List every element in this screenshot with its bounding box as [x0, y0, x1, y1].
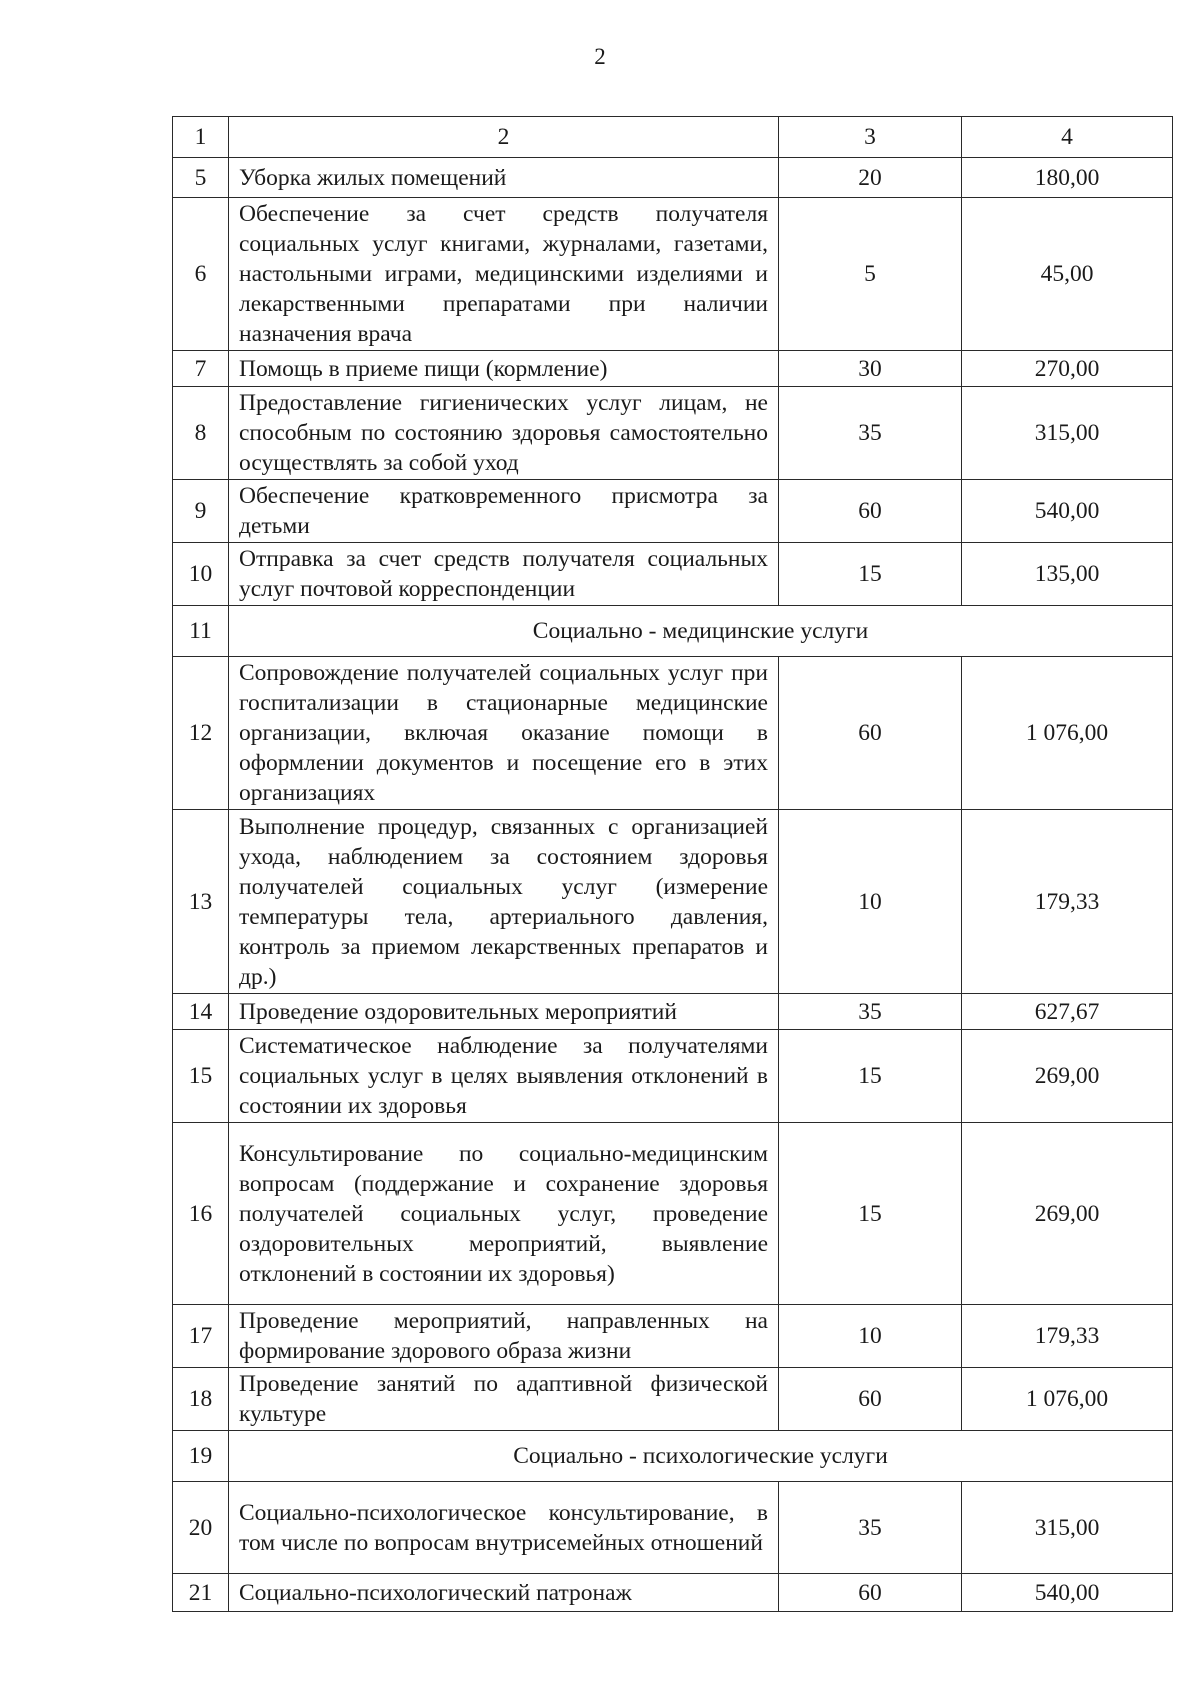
header-cell-2: 2 — [229, 117, 779, 158]
section-row — [173, 1431, 1173, 1482]
row-number: 15 — [173, 1030, 229, 1123]
service-value-3: 5 — [779, 198, 962, 351]
service-value-4: 135,00 — [962, 543, 1173, 606]
services-table — [172, 116, 1173, 1612]
table-row — [173, 387, 1173, 480]
service-value-3: 15 — [779, 543, 962, 606]
header-cell-3: 3 — [779, 117, 962, 158]
service-name: Сопровождение получателей социальных услуг при госпитализации в стационарные медицинские организации, включая оказание помощи в оформлении документов и посещение его в этих организациях — [229, 657, 779, 810]
table-row — [173, 1305, 1173, 1368]
row-number: 19 — [173, 1431, 229, 1482]
service-name: Проведение оздоровительных мероприятий — [229, 994, 779, 1030]
section-title: Социально - психологические услуги — [229, 1431, 1173, 1482]
service-value-4: 179,33 — [962, 810, 1173, 994]
service-value-3: 10 — [779, 810, 962, 994]
service-name: Социально-психологическое консультирование, в том числе по вопросам внутрисемейных отношений — [229, 1482, 779, 1574]
table-row — [173, 1574, 1173, 1612]
service-value-4: 179,33 — [962, 1305, 1173, 1368]
row-number: 18 — [173, 1368, 229, 1431]
service-value-3: 35 — [779, 994, 962, 1030]
row-number: 7 — [173, 351, 229, 387]
row-number: 6 — [173, 198, 229, 351]
row-number: 11 — [173, 606, 229, 657]
service-name: Предоставление гигиенических услуг лицам, не способным по состоянию здоровья самостоятельно осуществлять за собой уход — [229, 387, 779, 480]
service-value-4: 315,00 — [962, 387, 1173, 480]
service-value-4: 269,00 — [962, 1030, 1173, 1123]
service-name: Отправка за счет средств получателя социальных услуг почтовой корреспонденции — [229, 543, 779, 606]
service-value-3: 15 — [779, 1123, 962, 1305]
service-value-4: 540,00 — [962, 480, 1173, 543]
table-row — [173, 1030, 1173, 1123]
table-row — [173, 1482, 1173, 1574]
table-row — [173, 810, 1173, 994]
table-row — [173, 657, 1173, 810]
service-value-4: 45,00 — [962, 198, 1173, 351]
service-value-3: 60 — [779, 657, 962, 810]
service-value-4: 1 076,00 — [962, 1368, 1173, 1431]
table-row — [173, 158, 1173, 198]
section-row — [173, 606, 1173, 657]
service-value-3: 60 — [779, 1368, 962, 1431]
table-header-row — [173, 117, 1173, 158]
service-name: Проведение мероприятий, направленных на формирование здорового образа жизни — [229, 1305, 779, 1368]
row-number: 14 — [173, 994, 229, 1030]
row-number: 8 — [173, 387, 229, 480]
header-cell-1: 1 — [173, 117, 229, 158]
service-name: Обеспечение кратковременного присмотра за детьми — [229, 480, 779, 543]
service-name: Обеспечение за счет средств получателя социальных услуг книгами, журналами, газетами, настольными играми, медицинскими изделиями и лекарственными препаратами при наличии назначения врача — [229, 198, 779, 351]
table-row — [173, 994, 1173, 1030]
table-row — [173, 1123, 1173, 1305]
row-number: 13 — [173, 810, 229, 994]
service-value-4: 315,00 — [962, 1482, 1173, 1574]
service-name: Помощь в приеме пищи (кормление) — [229, 351, 779, 387]
service-name: Проведение занятий по адаптивной физической культуре — [229, 1368, 779, 1431]
table-row — [173, 480, 1173, 543]
row-number: 16 — [173, 1123, 229, 1305]
service-value-4: 540,00 — [962, 1574, 1173, 1612]
service-value-4: 180,00 — [962, 158, 1173, 198]
service-value-4: 270,00 — [962, 351, 1173, 387]
service-name: Систематическое наблюдение за получателями социальных услуг в целях выявления отклонений в состоянии их здоровья — [229, 1030, 779, 1123]
service-value-3: 35 — [779, 1482, 962, 1574]
row-number: 10 — [173, 543, 229, 606]
service-name: Выполнение процедур, связанных с организацией ухода, наблюдением за состоянием здоровья получателей социальных услуг (измерение температуры тела, артериального давления, контроль за приемом лекарственных препаратов и др.) — [229, 810, 779, 994]
row-number: 9 — [173, 480, 229, 543]
row-number: 12 — [173, 657, 229, 810]
row-number: 21 — [173, 1574, 229, 1612]
service-name: Социально-психологический патронаж — [229, 1574, 779, 1612]
table-row — [173, 1368, 1173, 1431]
service-value-3: 30 — [779, 351, 962, 387]
service-name: Консультирование по социально-медицинским вопросам (поддержание и сохранение здоровья получателей социальных услуг, проведение оздоровительных мероприятий, выявление отклонений в состоянии их здоровья) — [229, 1123, 779, 1305]
service-value-3: 60 — [779, 1574, 962, 1612]
table-row — [173, 351, 1173, 387]
service-value-3: 35 — [779, 387, 962, 480]
table-row — [173, 198, 1173, 351]
service-name: Уборка жилых помещений — [229, 158, 779, 198]
table-row — [173, 543, 1173, 606]
row-number: 17 — [173, 1305, 229, 1368]
row-number: 20 — [173, 1482, 229, 1574]
service-value-4: 269,00 — [962, 1123, 1173, 1305]
row-number: 5 — [173, 158, 229, 198]
page-number: 2 — [594, 44, 606, 69]
service-value-3: 20 — [779, 158, 962, 198]
service-value-3: 15 — [779, 1030, 962, 1123]
service-value-4: 627,67 — [962, 994, 1173, 1030]
service-value-4: 1 076,00 — [962, 657, 1173, 810]
section-title: Социально - медицинские услуги — [229, 606, 1173, 657]
header-cell-4: 4 — [962, 117, 1173, 158]
service-value-3: 10 — [779, 1305, 962, 1368]
service-value-3: 60 — [779, 480, 962, 543]
